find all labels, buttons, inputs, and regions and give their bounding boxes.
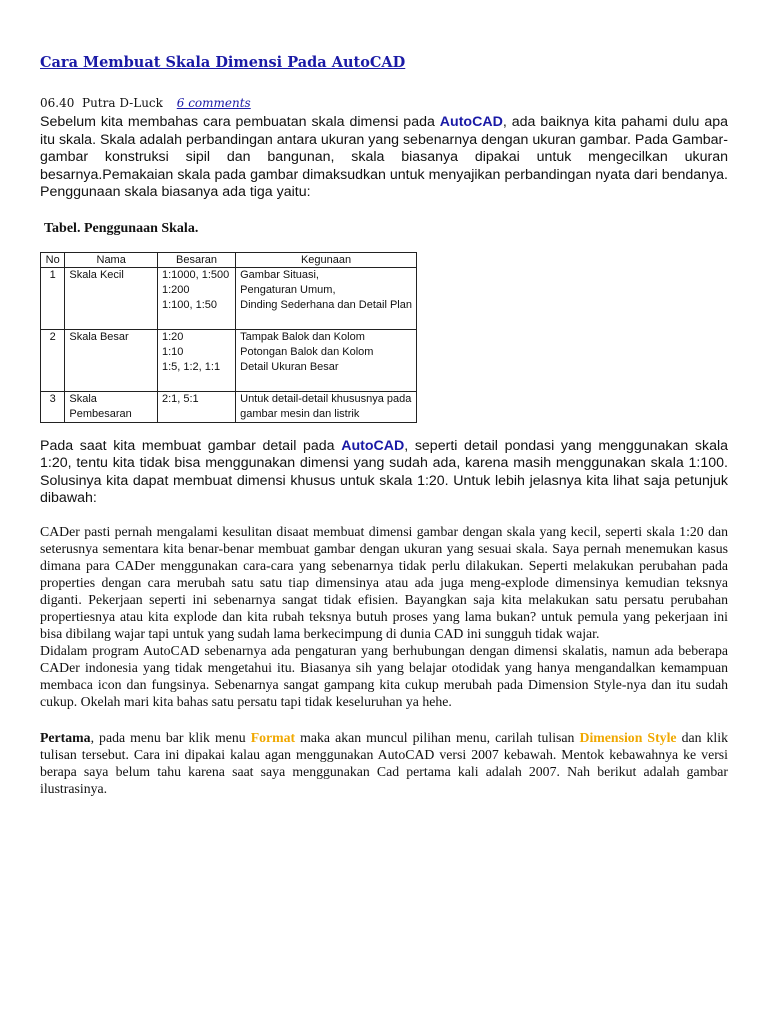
table-row <box>41 391 417 422</box>
scale-table <box>40 252 417 423</box>
cell-no: 2 <box>41 329 65 391</box>
table-row <box>41 329 417 391</box>
step-one-paragraph <box>40 729 728 797</box>
autocad-keyword: AutoCAD <box>341 437 405 454</box>
kegunaan-line: Dinding Sederhana dan Detail Plan <box>240 298 412 311</box>
kegunaan-line: Tampak Balok dan Kolom <box>240 330 365 343</box>
table-title: Tabel. Penggunaan Skala. <box>44 220 199 236</box>
intro-paragraph <box>40 114 728 202</box>
header-nama: Nama <box>65 252 158 267</box>
comments-link[interactable]: 6 comments <box>176 96 251 110</box>
header-no: No <box>41 252 65 267</box>
cell-nama: Skala Besar <box>65 329 158 391</box>
header-besaran: Besaran <box>157 252 235 267</box>
besaran-line: 1:20 <box>161 330 184 343</box>
step-text-2: maka akan muncul pilihan menu, carilah tulisan <box>295 729 580 745</box>
dimension-style-keyword: Dimension Style <box>579 729 677 745</box>
program-paragraph: Didalam program AutoCAD sebenarnya ada pengaturan yang berhubungan dengan dimensi skalatis, namun ada beberapa CADer indonesia yang tidak mengetahui itu. Biasanya sih yang belajar otodidak yang hanya mengandalkan kemampuan membaca icon dan fungsinya. Sebenarnya sangat gampang kita cukup merubah pada Dimension Style-nya dan itu sudah cukup. Okelah mari kita bahas satu persatu tapi tidak keseluruhan ya hehe. <box>40 642 728 709</box>
cell-besaran <box>157 329 235 391</box>
cell-nama: Skala Kecil <box>65 267 158 329</box>
besaran-line: 1:5, 1:2, 1:1 <box>161 360 221 373</box>
kegunaan-line: Potongan Balok dan Kolom <box>240 345 374 358</box>
para2-text-2: , seperti detail pondasi yang menggunakan skala 1:20, tentu kita tidak bisa menggunakan dimensi yang sudah ada, karena masih menggunakan skala 1:100. Solusinya kita dapat membuat dimensi khusus untuk skala 1:20. Untuk lebih jelasnya kita lihat saja petunjuk dibawah: <box>40 437 729 506</box>
format-menu-keyword: Format <box>250 729 296 745</box>
table-header-row <box>41 252 417 267</box>
step-lead: Pertama <box>40 729 91 745</box>
step-text-1: , pada menu bar klik menu <box>90 729 251 745</box>
para2-text-1: Pada saat kita membuat gambar detail pada <box>40 437 342 454</box>
cell-besaran <box>157 391 235 422</box>
step-text-3: dan klik tulisan tersebut. Cara ini dipakai kalau agan menggunakan AutoCAD versi 2007 kebawah. Mentok kebawahnya ke versi berapa saya belum tahu karena saat saya menggunakan Cad pertama kali adalah 2007. Nah berikut adalah gambar ilustrasinya. <box>40 729 728 796</box>
intro-text-1: Sebelum kita membahas cara pembuatan skala dimensi pada <box>40 114 440 130</box>
kegunaan-line: Pengaturan Umum, <box>240 283 336 296</box>
besaran-line: 1:100, 1:50 <box>161 298 218 311</box>
intro-text-2: , ada baiknya kita pahami dulu apa itu skala. Skala adalah perbandingan antara ukuran yang sebenarnya dengan ukuran gambar. Pada Gambar-gambar konstruksi sipil dan bangunan, skala biasanya dipakai untuk mengecilkan ukuran besarnya.Pemakaian skala pada gambar dimaksudkan untuk menyajikan perbandingan nyata dari bendanya. Penggunaan skala biasanya ada tiga yaitu: <box>40 114 728 200</box>
cell-nama: Skala Pembesaran <box>65 391 158 422</box>
post-author: Putra D-Luck <box>82 96 163 110</box>
table-row <box>41 267 417 329</box>
article <box>40 54 728 797</box>
post-meta <box>40 96 728 112</box>
kegunaan-line: Detail Ukuran Besar <box>240 360 339 373</box>
besaran-line: 1:1000, 1:500 <box>161 268 230 281</box>
cell-no: 3 <box>41 391 65 422</box>
post-time: 06.40 <box>40 96 75 110</box>
cell-besaran <box>157 267 235 329</box>
article-title[interactable]: Cara Membuat Skala Dimensi Pada AutoCAD <box>40 54 406 71</box>
kegunaan-line: Gambar Situasi, <box>240 268 319 281</box>
cell-no: 1 <box>41 267 65 329</box>
detail-paragraph <box>40 438 728 508</box>
besaran-line: 1:10 <box>161 345 184 358</box>
cell-kegunaan <box>236 391 417 422</box>
besaran-line: 1:200 <box>161 283 190 296</box>
kegunaan-line: gambar mesin dan listrik <box>240 407 360 420</box>
cell-kegunaan <box>236 329 417 391</box>
header-kegunaan: Kegunaan <box>236 252 417 267</box>
autocad-keyword: AutoCAD <box>439 114 503 130</box>
cell-kegunaan <box>236 267 417 329</box>
besaran-line: 2:1, 5:1 <box>161 392 199 405</box>
kegunaan-line: Untuk detail-detail khususnya pada <box>240 392 412 405</box>
cader-paragraph: CADer pasti pernah mengalami kesulitan disaat membuat dimensi gambar dengan skala yang kecil, seperti skala 1:20 dan seterusnya sementara kita benar-benar membuat gambar dengan ukuran yang sesuai skala. Saya pernah menemukan kasus dimana para CADer menggunakan cara-cara yang sebenarnya tidak perlu dilakukan. Seperti melakukan perubahan pada properties dengan cara merubah satu satu tiap dimensinya atau ada juga meng-explode dimensinya kemudian teksnya diganti. Pekerjaan seperti ini sebenarnya sangat tidak efisien. Bayangkan saja kita melakukan satu persatu perubahan propertiesnya atau kita explode dan kita rubah teksnya butuh proses yang lama bukan? untuk pemula yang pekerjaan ini bisa dibilang wajar tapi untuk yang sudah lama berkecimpung di dunia CAD ini sungguh tidak wajar. <box>40 523 728 641</box>
